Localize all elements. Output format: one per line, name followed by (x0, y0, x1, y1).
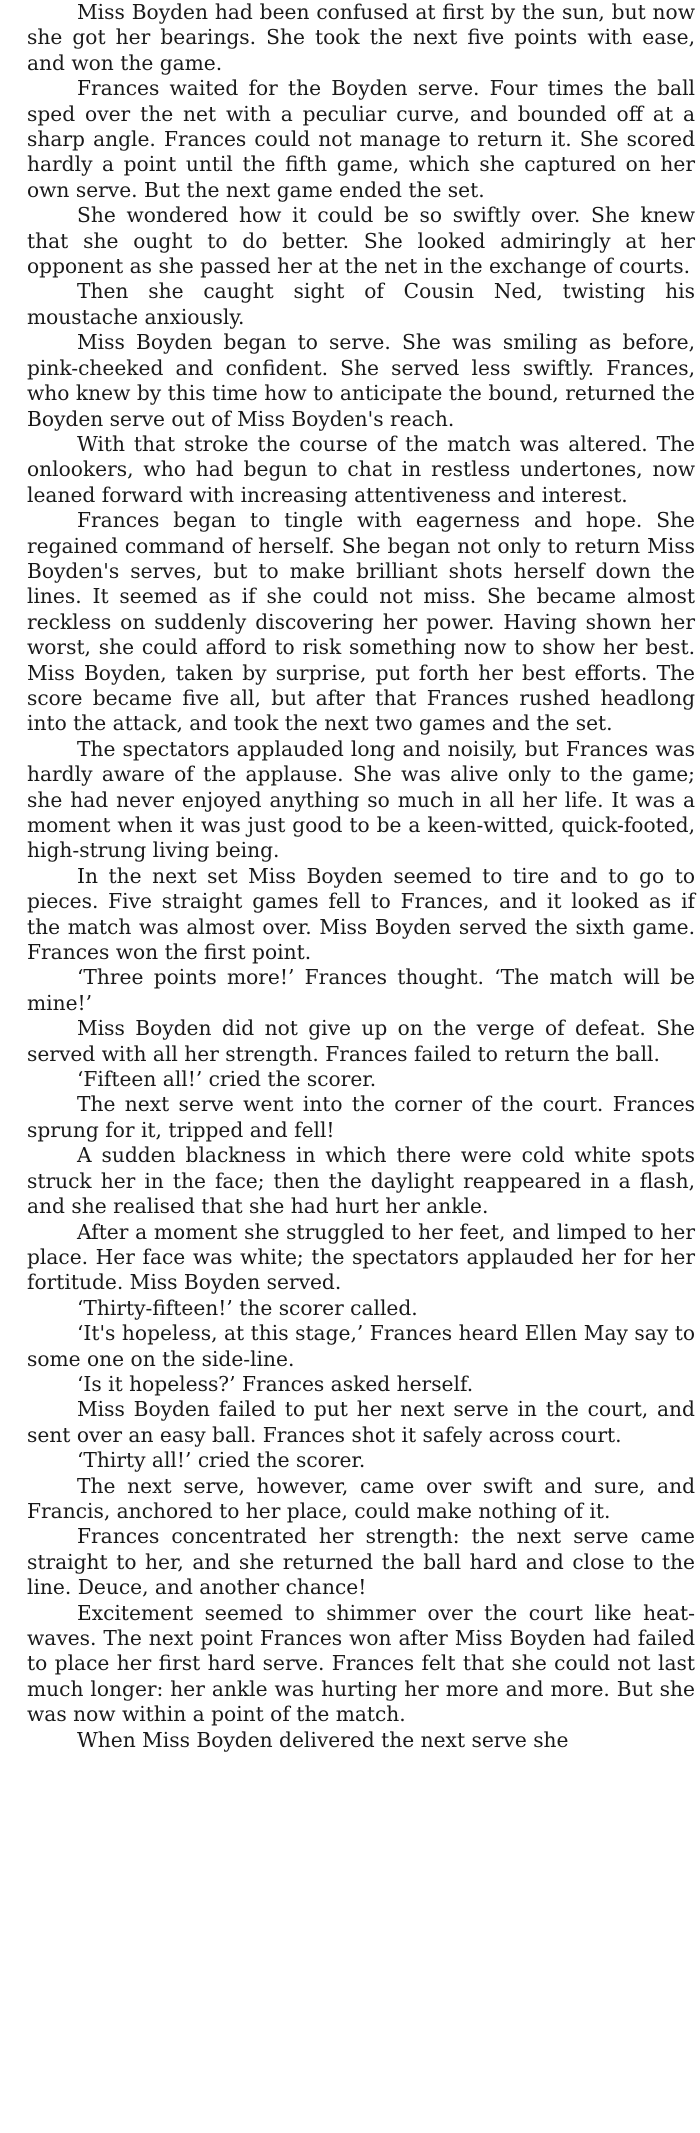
paragraph: When Miss Boyden delivered the next serve she (77, 1727, 569, 1752)
paragraph: Miss Boyden began to serve. She was smiling as before, pink-cheeked and confident. She served less swiftly. Frances, who knew by this time how to anticipate the bound, returned the Boyden serve out of Miss Boyden's reach. (27, 330, 695, 431)
paragraph: Miss Boyden had been confused at first by the sun, but now she got her bearings. She took the next five points with ease, and won the game. (27, 0, 695, 75)
paragraph: She wondered how it could be so swiftly over. She knew that she ought to do better. She looked admiringly at her opponent as she passed her at the net in the exchange of courts. (27, 203, 695, 279)
paragraph: ‘It's hopeless, at this stage,’ Frances heard Ellen May say to some one on the side-line. (27, 1321, 695, 1371)
paragraph: After a moment she struggled to her feet, and limped to her place. Her face was white; the spectators applauded her for her fortitude. Miss Boyden served. (27, 1219, 695, 1295)
paragraph: ‘Thirty all!’ cried the scorer. (77, 1448, 366, 1473)
paragraph: Frances began to tingle with eagerness and hope. She regained command of herself. She began not only to return Miss Boyden's serves, but to make brilliant shots herself down the lines. It seemed as if she could not miss. She became almost reckless on suddenly discovering her power. Having shown her worst, she could afford to risk something now to show her best. Miss Boyden, taken by surprise, put forth her best efforts. The score became five all, but after that Frances rushed headlong into the attack, and took the next two games and the set. (27, 508, 695, 736)
paragraph: The spectators applauded long and noisily, but Frances was hardly aware of the applause. She was alive only to the game; she had never enjoyed anything so much in all her life. It was a moment when it was just good to be a keen-witted, quick-footed, high-strung living being. (27, 736, 695, 863)
paragraph: Miss Boyden failed to put her next serve in the court, and sent over an easy ball. Frances shot it safely across court. (27, 1397, 695, 1447)
paragraph: ‘Is it hopeless?’ Frances asked herself. (77, 1371, 474, 1396)
paragraph: Frances concentrated her strength: the next serve came straight to her, and she returned the ball hard and close to the line. Deuce, and another chance! (27, 1524, 695, 1600)
paragraph: ‘Fifteen all!’ cried the scorer. (77, 1067, 377, 1092)
paragraph: In the next set Miss Boyden seemed to tire and to go to pieces. Five straight games fell to Frances, and it looked as if the match was almost over. Miss Boyden served the sixth game. Frances won the first point. (27, 863, 695, 965)
paragraph: Excitement seemed to shimmer over the court like heat-waves. The next point Frances won after Miss Boyden had failed to place her first hard serve. Frances felt that she could not last much longer: her ankle was hurting her more and more. But she was now within a point of the match. (27, 1600, 695, 1727)
paragraph: The next serve went into the corner of the court. Frances sprung for it, tripped and fell! (27, 1092, 695, 1142)
paragraph: With that stroke the course of the match was altered. The onlookers, who had begun to chat in restless undertones, now leaned forward with increasing attentiveness and interest. (27, 431, 695, 507)
paragraph: A sudden blackness in which there were cold white spots struck her in the face; then the daylight reappeared in a flash, and she realised that she had hurt her ankle. (27, 1143, 695, 1219)
text-column (27, 0, 695, 1753)
paragraph: Frances waited for the Boyden serve. Four times the ball sped over the net with a peculiar curve, and bounded off at a sharp angle. Frances could not manage to return it. She scored hardly a point until the fifth game, which she captured on her own serve. But the next game ended the set. (27, 76, 695, 202)
paragraph: Then she caught sight of Cousin Ned, twisting his moustache anxiously. (27, 279, 695, 329)
paragraph: Miss Boyden did not give up on the verge of defeat. She served with all her strength. Frances failed to return the ball. (27, 1016, 695, 1066)
paragraph: ‘Thirty-fifteen!’ the scorer called. (77, 1295, 418, 1320)
paragraph: The next serve, however, came over swift and sure, and Francis, anchored to her place, could make nothing of it. (27, 1473, 695, 1523)
paragraph: ‘Three points more!’ Frances thought. ‘The match will be mine!’ (27, 965, 695, 1015)
